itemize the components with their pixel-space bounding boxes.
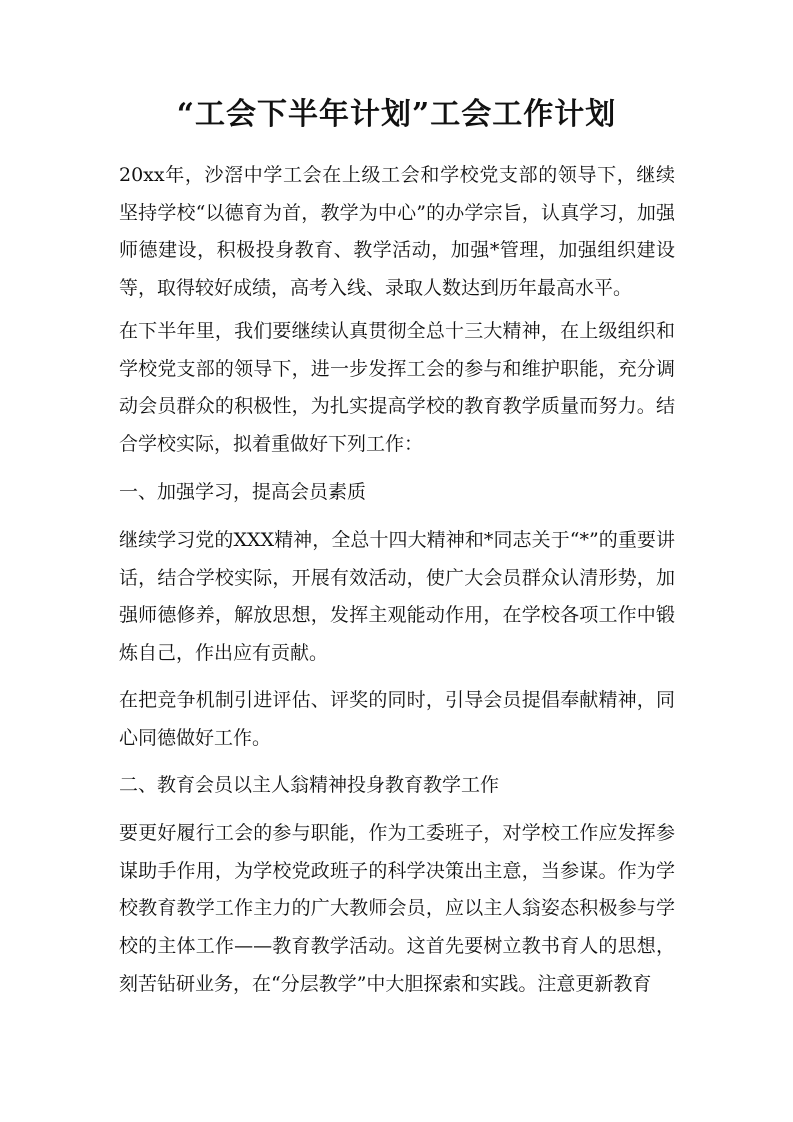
paragraph-second-half-plan: 在下半年里，我们要继续认真贯彻全总十三大精神，在上级组织和学校党支部的领导下，进一步发挥工会的参与和维护职能，充分调动会员群众的积极性，为扎实提高学校的教育教学质量而努力。结合学校实际，拟着重做好下列工作： (119, 320, 675, 456)
section-heading-2: 二、教育会员以主人翁精神投身教育教学工作 (119, 774, 500, 796)
document-title: “工会下半年计划”工会工作计划 (176, 97, 617, 132)
paragraph-study: 继续学习党的XXX精神，全总十四大精神和*同志关于“*”的重要讲话，结合学校实际，开展有效活动，使广大会员群众认清形势，加强师德修养，解放思想，发挥主观能动作用，在学校各项工作中锻炼自己，作出应有贡献。 (119, 529, 675, 665)
paragraph-intro: 20xx年，沙滘中学工会在上级工会和学校党支部的领导下，继续坚持学校“以德育为首，教学为中心”的办学宗旨，认真学习，加强师德建设，积极投身教育、教学活动，加强*管理，加强组织建设等，取得较好成绩，高考入线、录取人数达到历年最高水平。 (119, 164, 675, 300)
paragraph-participation: 要更好履行工会的参与职能，作为工委班子，对学校工作应发挥参谋助手作用，为学校党政班子的科学决策出主意，当参谋。作为学校教育教学工作主力的广大教师会员，应以主人翁姿态积极参与学校的主体工作——教育教学活动。这首先要树立教书育人的思想，刻苦钻研业务，在“分层教学”中大胆探索和实践。注意更新教育 (119, 822, 675, 995)
paragraph-competition: 在把竞争机制引进评估、评奖的同时，引导会员提倡奉献精神，同心同德做好工作。 (119, 689, 675, 749)
section-heading-1: 一、加强学习，提高会员素质 (119, 481, 367, 503)
